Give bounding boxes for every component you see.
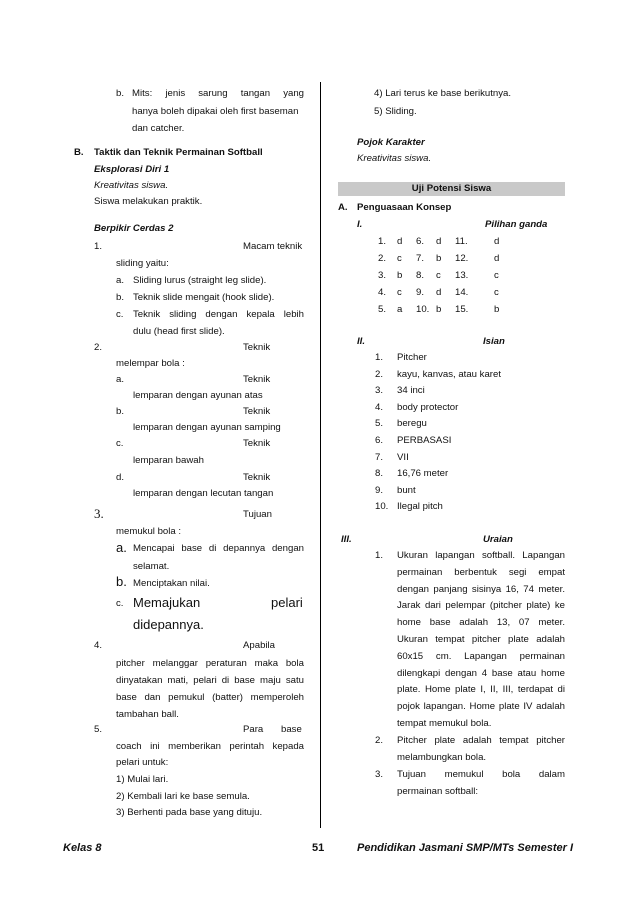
q1-c-text: Teknik sliding dengan kepala lebih xyxy=(133,309,304,320)
isian-number: 7. xyxy=(375,451,384,463)
q3-line2: memukul bola : xyxy=(116,526,182,537)
eksplorasi-title: Eksplorasi Diri 1 xyxy=(94,164,170,175)
uraian-1-line: plate. Home plate I, II, III, terdapat di xyxy=(397,684,565,696)
q2-a-text: Teknik xyxy=(243,374,271,385)
isian-number: 10. xyxy=(375,501,389,513)
uraian-1-line: Jarak dari pelempar (pitcher plate) ke xyxy=(397,600,565,612)
mc-number: 7. xyxy=(416,253,425,264)
mc-answer: d xyxy=(494,253,500,264)
uraian-1-line: permainan berbentuk segi empat xyxy=(397,566,565,578)
isian-answer: beregu xyxy=(397,418,427,430)
q4-line1: pitcher melanggar peraturan maka bola xyxy=(116,658,304,669)
q3-c-line2: didepannya. xyxy=(133,617,204,632)
q2-b-text: Teknik xyxy=(243,406,271,417)
section-b-label: B. xyxy=(74,147,84,158)
uraian-1-line: dilengkapi dengan 4 base atau home xyxy=(397,667,565,679)
q3-number: 3. xyxy=(94,506,104,521)
isian-number: 6. xyxy=(375,435,384,446)
q3-c-word2: pelari xyxy=(271,595,303,610)
mc-answer: b xyxy=(397,270,403,281)
mc-answer: d xyxy=(436,236,442,247)
mc-number: 10. xyxy=(416,304,430,315)
part-ii-label: II. xyxy=(357,336,365,347)
mc-answer: c xyxy=(397,287,402,298)
q2-c-text: Teknik xyxy=(243,438,271,449)
uraian-1-line: pojok lapangan. Home plate IV adalah xyxy=(397,701,565,713)
page-number: 51 xyxy=(312,842,325,854)
q1-a-text: Sliding lurus (straight leg slide). xyxy=(133,275,267,286)
q4-line3: base dan pemukul (batter) memperoleh xyxy=(116,692,304,703)
section-a-title: Penguasaan Konsep xyxy=(357,202,452,213)
q2-d-line2: lemparan dengan lecutan tangan xyxy=(133,488,274,499)
uji-potensi-title: Uji Potensi Siswa xyxy=(411,183,492,194)
pojok-karakter-title: Pojok Karakter xyxy=(357,137,425,148)
q2-a-line2: lemparan dengan ayunan atas xyxy=(133,390,263,401)
uraian-2-line: Pitcher plate adalah tempat pitcher xyxy=(397,735,565,746)
q4-text: Apabila xyxy=(243,640,276,651)
q3-b-number: b. xyxy=(116,574,127,589)
pojok-karakter-text: Kreativitas siswa. xyxy=(357,153,432,164)
q3-c-word1: Memajukan xyxy=(133,595,201,610)
item-b-line2: hanya boleh dipakai oleh first baseman xyxy=(132,106,299,117)
q1-text: Macam teknik xyxy=(243,241,303,252)
q3-a-line2: selamat. xyxy=(133,561,170,572)
mc-number: 15. xyxy=(455,304,469,315)
mc-answer: a xyxy=(397,304,403,315)
mc-number: 9. xyxy=(416,287,425,298)
isian-number: 2. xyxy=(375,368,384,380)
q2-d-text: Teknik xyxy=(243,472,271,483)
q3-a-number: a. xyxy=(116,540,127,555)
uji-potensi-banner xyxy=(338,182,565,196)
mc-answer: b xyxy=(436,304,442,315)
uraian-1-line: Ukuran tempat pitcher plate adalah xyxy=(397,634,565,645)
q3-b-text: Menciptakan nilai. xyxy=(133,578,210,589)
q2-b-number: b. xyxy=(116,406,125,417)
mc-number: 14. xyxy=(455,287,469,298)
uraian-1-line: 60x15 cm. Lapangan permainan xyxy=(397,650,565,662)
q5-word2: base xyxy=(281,724,302,735)
item-b-text: Mits: jenis sarung tangan yang xyxy=(132,88,304,99)
q5-item5: 5) Sliding. xyxy=(374,106,417,117)
part-ii-title: Isian xyxy=(483,336,505,347)
mc-number: 4. xyxy=(378,287,387,298)
uraian-3-line: Tujuan memukul bola dalam xyxy=(397,769,565,780)
item-b-number: b. xyxy=(116,88,125,99)
mc-number: 3. xyxy=(378,270,387,281)
q1-a-number: a. xyxy=(116,275,125,286)
eksplorasi-line2: Siswa melakukan praktik. xyxy=(94,196,203,207)
q4-number: 4. xyxy=(94,640,103,651)
uraian-1-line: dengan panjang sisinya 16, 74 meter. xyxy=(397,583,565,595)
q3-text: Tujuan xyxy=(243,509,272,520)
isian-number: 5. xyxy=(375,418,384,430)
q5-item2: 2) Kembali lari ke base semula. xyxy=(116,791,250,802)
isian-answer: body protector xyxy=(397,401,459,413)
q5-item3: 3) Berhenti pada base yang dituju. xyxy=(116,807,263,818)
footer-class: Kelas 8 xyxy=(63,842,102,854)
q1-b-number: b. xyxy=(116,292,125,303)
mc-number: 6. xyxy=(416,236,425,247)
q1-c-number: c. xyxy=(116,309,124,320)
q5-number: 5. xyxy=(94,724,103,735)
eksplorasi-line1: Kreativitas siswa. xyxy=(94,180,169,191)
footer-book-title: Pendidikan Jasmani SMP/MTs Semester I xyxy=(357,842,574,854)
uraian-1-number: 1. xyxy=(375,550,384,561)
uraian-2-number: 2. xyxy=(375,735,384,746)
q2-text: Teknik xyxy=(243,342,271,353)
mc-answer: c xyxy=(494,287,499,298)
q4-line2: dinyatakan mati, pelari di base maju satu xyxy=(116,675,304,686)
mc-number: 8. xyxy=(416,270,425,281)
q2-number: 2. xyxy=(94,342,103,353)
part-iii-title: Uraian xyxy=(483,534,513,545)
q2-c-line2: lemparan bawah xyxy=(133,455,204,466)
q2-c-number: c. xyxy=(116,438,124,449)
mc-number: 12. xyxy=(455,253,469,264)
uraian-1-line: home base adalah 13, 07 meter. xyxy=(397,617,565,629)
isian-answer: 16,76 meter xyxy=(397,468,449,480)
q2-a-number: a. xyxy=(116,374,125,385)
uraian-3-number: 3. xyxy=(375,769,384,780)
mc-answer: c xyxy=(436,270,441,281)
q5-item1: 1) Mulai lari. xyxy=(116,774,169,785)
q1-number: 1. xyxy=(94,241,103,252)
uraian-1-line: Ukuran lapangan softball. Lapangan xyxy=(397,550,565,561)
q5-line2: pelari untuk: xyxy=(116,757,169,768)
q3-a-text: Mencapai base di depannya dengan xyxy=(133,543,304,554)
mc-number: 1. xyxy=(378,236,387,247)
isian-answer: Pitcher xyxy=(397,352,427,363)
isian-number: 3. xyxy=(375,385,384,397)
q5-line1: coach ini memberikan perintah kepada xyxy=(116,741,304,752)
mc-number: 11. xyxy=(455,236,468,247)
mc-answer: c xyxy=(494,270,499,281)
mc-answer: d xyxy=(397,236,403,247)
column-divider xyxy=(320,82,321,828)
mc-answer: d xyxy=(494,236,500,247)
mc-answer: b xyxy=(436,253,442,264)
mc-answer: c xyxy=(397,253,402,264)
uraian-1-line: tempat memukul bola. xyxy=(397,718,492,729)
mc-number: 13. xyxy=(455,270,469,281)
q1-line2: sliding yaitu: xyxy=(116,258,169,269)
isian-answer: 34 inci xyxy=(397,385,425,397)
isian-answer: PERBASASI xyxy=(397,435,452,446)
isian-number: 8. xyxy=(375,468,384,480)
q4-line4: tambahan ball. xyxy=(116,709,179,720)
isian-answer: bunt xyxy=(397,484,416,496)
q2-line2: melempar bola : xyxy=(116,358,185,369)
mc-number: 5. xyxy=(378,304,387,315)
q1-c-line2: dulu (head first slide). xyxy=(133,326,225,337)
section-b-title: Taktik dan Teknik Permainan Softball xyxy=(94,147,263,158)
q2-d-number: d. xyxy=(116,472,125,483)
mc-answer: b xyxy=(494,304,500,315)
mc-number: 2. xyxy=(378,253,387,264)
part-i-title: Pilihan ganda xyxy=(485,219,548,230)
item-b-line3: dan catcher. xyxy=(132,123,185,134)
mc-answer: d xyxy=(436,287,442,298)
isian-number: 4. xyxy=(375,401,384,413)
uraian-3-line: permainan softball: xyxy=(397,785,479,797)
part-i-label: I. xyxy=(357,219,363,230)
q5-word1: Para xyxy=(243,724,264,735)
berpikir-title: Berpikir Cerdas 2 xyxy=(94,223,174,234)
q1-b-text: Teknik slide mengait (hook slide). xyxy=(133,292,275,303)
isian-answer: VII xyxy=(397,451,409,463)
section-a-label: A. xyxy=(338,202,348,213)
isian-answer: kayu, kanvas, atau karet xyxy=(397,368,501,380)
q2-b-line2: lemparan dengan ayunan samping xyxy=(133,422,281,433)
uraian-2-line: melambungkan bola. xyxy=(397,751,487,763)
q5-item4: 4) Lari terus ke base berikutnya. xyxy=(374,88,512,99)
q3-c-number: c. xyxy=(116,598,124,609)
part-iii-label: III. xyxy=(341,534,352,545)
isian-number: 9. xyxy=(375,484,384,496)
isian-answer: Ilegal pitch xyxy=(397,501,443,513)
isian-number: 1. xyxy=(375,352,384,363)
